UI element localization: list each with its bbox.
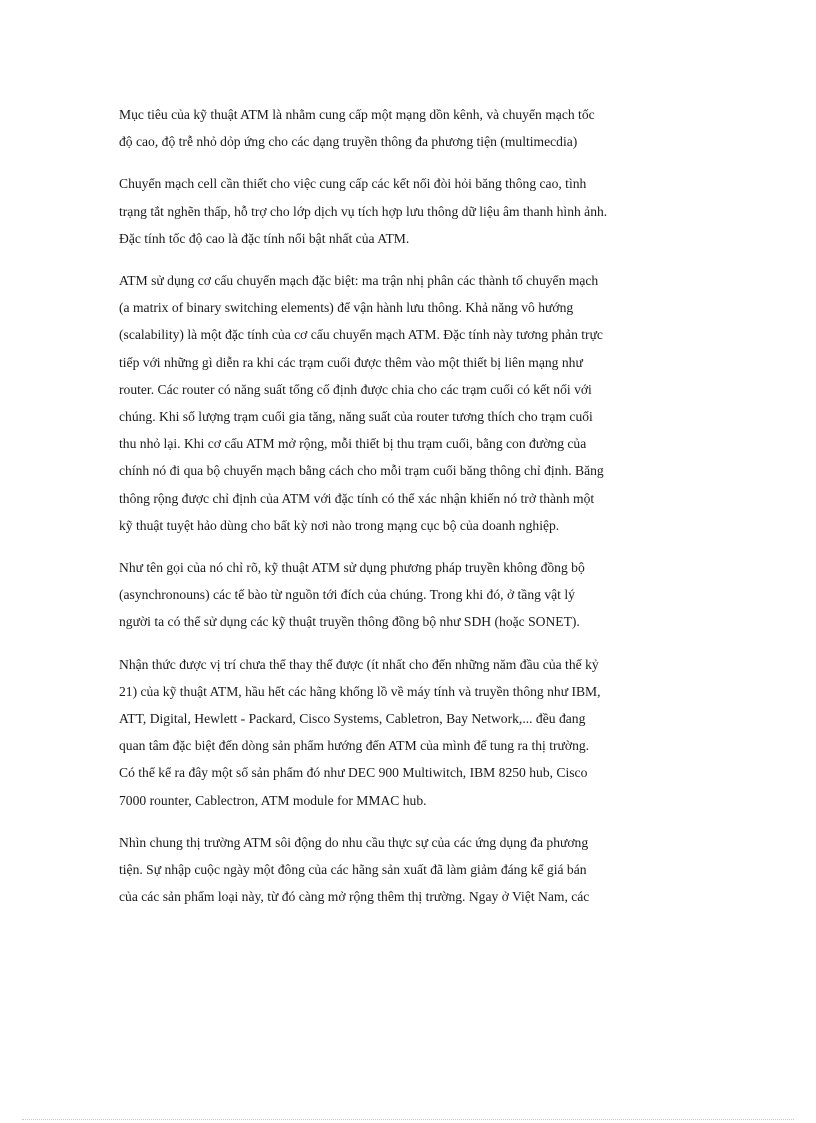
paragraph [119, 554, 699, 636]
text-line: 7000 rounter, Cablectron, ATM module for MMAC hub. [119, 792, 427, 808]
text-line: ATT, Digital, Hewlett - Packard, Cisco Systems, Cabletron, Bay Network,... đều đang [119, 711, 586, 727]
text-line: tiếp với những gì diễn ra khi các trạm cuối được thêm vào một thiết bị liên mạng như [119, 354, 583, 370]
paragraph [119, 267, 699, 539]
text-line: Nhận thức được vị trí chưa thể thay thế được (ít nhất cho đến những năm đầu của thế kỷ [119, 656, 599, 672]
text-line: thông rộng được chỉ định của ATM với đặc tính có thể xác nhận khiến nó trở thành một [119, 490, 595, 506]
paragraph [119, 170, 699, 252]
text-line: router. Các router có năng suất tổng cố định được chia cho các trạm cuối có kết nối với [119, 381, 592, 397]
text-line: chính nó đi qua bộ chuyển mạch bằng cách cho mỗi trạm cuối băng thông chỉ định. Băng [119, 463, 604, 479]
text-line: Như tên gọi của nó chỉ rõ, kỹ thuật ATM sử dụng phương pháp truyền không đồng bộ [119, 560, 585, 576]
paragraph [119, 651, 699, 814]
text-line: Đặc tính tốc độ cao là đặc tính nổi bật nhất của ATM. [119, 230, 410, 246]
document-body [119, 101, 699, 925]
text-line: Mục tiêu của kỹ thuật ATM là nhằm cung cấp một mạng dồn kênh, và chuyển mạch tốc [119, 107, 595, 122]
text-line: (a matrix of binary switching elements) để vận hành lưu thông. Khả năng vô hướng [119, 300, 574, 316]
text-line: của các sản phẩm loại này, từ đó càng mở rộng thêm thị trường. Ngay ở Việt Nam, các [119, 889, 590, 905]
text-line: Có thể kể ra đây một số sản phẩm đó như DEC 900 Multiwitch, IBM 8250 hub, Cisco [119, 765, 588, 781]
text-line: thu nhỏ lại. Khi cơ cấu ATM mở rộng, mỗi thiết bị thu trạm cuối, bằng con đường của [119, 436, 587, 452]
text-line: Nhìn chung thị trường ATM sôi động do nhu cầu thực sự của các ứng dụng đa phương [119, 834, 589, 850]
text-line: trạng tắt nghẽn thấp, hỗ trợ cho lớp dịch vụ tích hợp lưu thông dữ liệu âm thanh hình ảnh. [119, 203, 608, 219]
paragraph [119, 101, 699, 155]
text-line: tiện. Sự nhập cuộc ngày một đông của các hãng sản xuất đã làm giảm đáng kể giá bán [119, 862, 587, 878]
text-line: người ta có thể sử dụng các kỹ thuật truyền thông đồng bộ như SDH (hoặc SONET). [119, 614, 580, 630]
text-line: quan tâm đặc biệt đến dòng sản phẩm hướng đến ATM của mình để tung ra thị trường. [119, 738, 590, 754]
text-line: kỹ thuật tuyệt hảo dùng cho bất kỳ nơi nào trong mạng cục bộ của doanh nghiệp. [119, 517, 560, 533]
text-line: độ cao, độ trễ nhỏ dỏp ứng cho các dạng truyền thông đa phương tiện (multimecdia) [119, 134, 578, 150]
text-line: (asynchronouns) các tế bào từ nguồn tới đích của chúng. Trong khi đó, ở tầng vật lý [119, 587, 575, 603]
text-line: 21) của kỹ thuật ATM, hầu hết các hãng khổng lồ về máy tính và truyền thông như IBM, [119, 683, 601, 699]
text-line: Chuyển mạch cell cần thiết cho việc cung cấp các kết nối đòi hỏi băng thông cao, tình [119, 176, 587, 192]
text-line: (scalability) là một đặc tính của cơ cấu chuyển mạch ATM. Đặc tính này tương phản trực [119, 327, 603, 343]
text-line: chúng. Khi số lượng trạm cuối gia tăng, năng suất của router tương thích cho trạm cuối [119, 409, 593, 425]
page-bottom-border [22, 1119, 794, 1120]
paragraph [119, 829, 699, 911]
text-line: ATM sử dụng cơ cấu chuyển mạch đặc biệt: ma trận nhị phân các thành tố chuyển mạch [119, 273, 599, 289]
